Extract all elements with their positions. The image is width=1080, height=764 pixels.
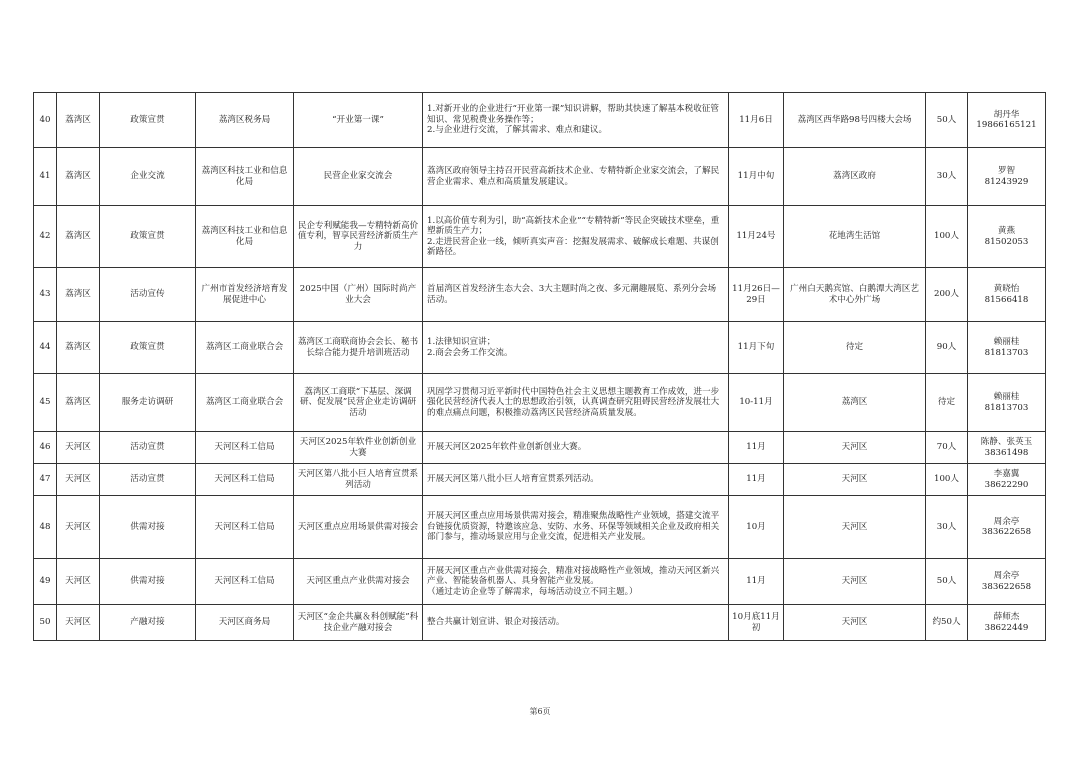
activity-name-cell: 荔湾区工商联商协会会长、秘书长综合能力提升培训班活动	[294, 322, 423, 374]
activity-type-cell: 企业交流	[100, 148, 196, 206]
contact-cell: 赖丽桂 81813703	[968, 374, 1046, 432]
activity-name-cell: 天河区2025年软件业创新创业大赛	[294, 432, 423, 464]
district-cell: 荔湾区	[57, 206, 100, 268]
organizer-cell: 荔湾区工商业联合会	[196, 322, 294, 374]
venue-cell: 荔湾区	[784, 374, 926, 432]
participant-count-cell: 100人	[926, 464, 968, 496]
venue-cell: 天河区	[784, 432, 926, 464]
activity-time-cell: 11月下旬	[729, 322, 784, 374]
activity-time-cell: 11月	[729, 559, 784, 605]
activity-type-cell: 活动宣贯	[100, 464, 196, 496]
organizer-cell: 天河区科工信局	[196, 464, 294, 496]
participant-count-cell: 50人	[926, 93, 968, 148]
district-cell: 荔湾区	[57, 374, 100, 432]
table-row	[34, 148, 1046, 206]
district-cell: 荔湾区	[57, 268, 100, 322]
activity-type-cell: 供需对接	[100, 496, 196, 559]
district-cell: 天河区	[57, 432, 100, 464]
organizer-cell: 荔湾区科技工业和信息化局	[196, 148, 294, 206]
row-number: 41	[34, 148, 57, 206]
table-row	[34, 93, 1046, 148]
activity-content-cell: 荔湾区政府领导主持召开民营高新技术企业、专精特新企业家交流会，了解民营企业需求、难点和高质量发展建议。	[423, 148, 729, 206]
activity-type-cell: 政策宣贯	[100, 322, 196, 374]
table-row	[34, 559, 1046, 605]
activity-time-cell: 11月26日—29日	[729, 268, 784, 322]
activity-time-cell: 11月中旬	[729, 148, 784, 206]
organizer-cell: 天河区商务局	[196, 605, 294, 641]
participant-count-cell: 90人	[926, 322, 968, 374]
activity-type-cell: 产融对接	[100, 605, 196, 641]
row-number: 49	[34, 559, 57, 605]
activity-content-cell: 1.法律知识宣讲； 2.商会会务工作交流。	[423, 322, 729, 374]
activity-name-cell: 2025中国（广州）国际时尚产业大会	[294, 268, 423, 322]
participant-count-cell: 待定	[926, 374, 968, 432]
venue-cell: 荔湾区政府	[784, 148, 926, 206]
row-number: 50	[34, 605, 57, 641]
district-cell: 荔湾区	[57, 148, 100, 206]
activity-content-cell: 整合共赢计划宣讲、银企对接活动。	[423, 605, 729, 641]
row-number: 46	[34, 432, 57, 464]
table-row	[34, 268, 1046, 322]
row-number: 48	[34, 496, 57, 559]
activity-name-cell: 民企专利赋能我—专精特新高价值专利，智享民营经济新质生产力	[294, 206, 423, 268]
contact-cell: 赖丽桂 81813703	[968, 322, 1046, 374]
activity-schedule-table	[33, 92, 1046, 641]
activity-name-cell: 天河区“金企共赢＆科创赋能”科技企业产融对接会	[294, 605, 423, 641]
activity-content-cell: 1.对新开业的企业进行“开业第一课”知识讲解，帮助其快速了解基本税收征管知识、常见税费业务操作等； 2.与企业进行交流，了解其需求、难点和建议。	[423, 93, 729, 148]
venue-cell: 天河区	[784, 605, 926, 641]
table-row	[34, 432, 1046, 464]
contact-cell: 罗智 81243929	[968, 148, 1046, 206]
venue-cell: 天河区	[784, 464, 926, 496]
venue-cell: 广州白天鹅宾馆、白鹅潭大湾区艺术中心外广场	[784, 268, 926, 322]
activity-time-cell: 11月24号	[729, 206, 784, 268]
activity-type-cell: 政策宣贯	[100, 93, 196, 148]
participant-count-cell: 100人	[926, 206, 968, 268]
participant-count-cell: 约50人	[926, 605, 968, 641]
activity-name-cell: 天河区第八批小巨人培育宣贯系列活动	[294, 464, 423, 496]
district-cell: 荔湾区	[57, 322, 100, 374]
row-number: 44	[34, 322, 57, 374]
venue-cell: 待定	[784, 322, 926, 374]
contact-cell: 黄晓怡 81566418	[968, 268, 1046, 322]
row-number: 40	[34, 93, 57, 148]
contact-cell: 黄燕 81502053	[968, 206, 1046, 268]
row-number: 43	[34, 268, 57, 322]
table-row	[34, 322, 1046, 374]
activity-content-cell: 开展天河区2025年软件业创新创业大赛。	[423, 432, 729, 464]
contact-cell: 周余亭 383622658	[968, 496, 1046, 559]
activity-type-cell: 活动宣传	[100, 268, 196, 322]
venue-cell: 花地湾生活馆	[784, 206, 926, 268]
district-cell: 天河区	[57, 559, 100, 605]
district-cell: 荔湾区	[57, 93, 100, 148]
district-cell: 天河区	[57, 605, 100, 641]
table-row	[34, 464, 1046, 496]
participant-count-cell: 30人	[926, 148, 968, 206]
activity-content-cell: 1.以高价值专利为引，助“高新技术企业”“专精特新”等民企突破技术壁垒，重塑新质生产力； 2.走进民营企业一线，倾听真实声音：挖掘发展需求、破解成长难题、共谋创新路径。	[423, 206, 729, 268]
activity-type-cell: 政策宣贯	[100, 206, 196, 268]
row-number: 45	[34, 374, 57, 432]
district-cell: 天河区	[57, 464, 100, 496]
activity-name-cell: 民营企业家交流会	[294, 148, 423, 206]
organizer-cell: 天河区科工信局	[196, 432, 294, 464]
organizer-cell: 广州市首发经济培育发展促进中心	[196, 268, 294, 322]
participant-count-cell: 30人	[926, 496, 968, 559]
activity-content-cell: 巩固学习贯彻习近平新时代中国特色社会主义思想主题教育工作成效，进一步强化民营经济代表人士的思想政治引领，认真调查研究阻碍民营经济发展壮大的难点痛点问题，积极推动荔湾区民营经济高质量发展。	[423, 374, 729, 432]
activity-name-cell: 天河区重点产业供需对接会	[294, 559, 423, 605]
activity-time-cell: 10月	[729, 496, 784, 559]
activity-content-cell: 开展天河区重点产业供需对接会，精准对接战略性产业领域，推动天河区新兴产业、智能装备机器人、具身智能产业发展。 （通过走访企业等了解需求，每场活动设立不同主题。）	[423, 559, 729, 605]
activity-type-cell: 活动宣贯	[100, 432, 196, 464]
page-number: 第6页	[529, 707, 551, 716]
contact-cell: 薛师杰 38622449	[968, 605, 1046, 641]
activity-time-cell: 10月底11月初	[729, 605, 784, 641]
activity-time-cell: 11月6日	[729, 93, 784, 148]
activity-name-cell: 荔湾区工商联“下基层、深调研、促发展”民营企业走访调研活动	[294, 374, 423, 432]
contact-cell: 胡丹华 19866165121	[968, 93, 1046, 148]
activity-name-cell: “开业第一课”	[294, 93, 423, 148]
contact-cell: 周余亭 383622658	[968, 559, 1046, 605]
contact-cell: 陈静、张英玉 38361498	[968, 432, 1046, 464]
activity-name-cell: 天河区重点应用场景供需对接会	[294, 496, 423, 559]
participant-count-cell: 50人	[926, 559, 968, 605]
table-row	[34, 206, 1046, 268]
venue-cell: 荔湾区西华路98号四楼大会场	[784, 93, 926, 148]
district-cell: 天河区	[57, 496, 100, 559]
activity-type-cell: 供需对接	[100, 559, 196, 605]
activity-time-cell: 11月	[729, 432, 784, 464]
organizer-cell: 天河区科工信局	[196, 559, 294, 605]
participant-count-cell: 200人	[926, 268, 968, 322]
activity-time-cell: 11月	[729, 464, 784, 496]
activity-content-cell: 开展天河区重点应用场景供需对接会，精准聚焦战略性产业领域，搭建交流平台链接优质资源，特邀该应急、安防、水务、环保等领域相关企业及政府相关部门参与，推动场景应用与企业交流，促进相关产业发展。	[423, 496, 729, 559]
venue-cell: 天河区	[784, 496, 926, 559]
activity-time-cell: 10-11月	[729, 374, 784, 432]
contact-cell: 李嘉翼 38622290	[968, 464, 1046, 496]
organizer-cell: 荔湾区科技工业和信息化局	[196, 206, 294, 268]
organizer-cell: 天河区科工信局	[196, 496, 294, 559]
participant-count-cell: 70人	[926, 432, 968, 464]
table-row	[34, 605, 1046, 641]
activity-type-cell: 服务走访调研	[100, 374, 196, 432]
organizer-cell: 荔湾区税务局	[196, 93, 294, 148]
table-row	[34, 496, 1046, 559]
activity-content-cell: 开展天河区第八批小巨人培育宣贯系列活动。	[423, 464, 729, 496]
table-row	[34, 374, 1046, 432]
organizer-cell: 荔湾区工商业联合会	[196, 374, 294, 432]
row-number: 47	[34, 464, 57, 496]
row-number: 42	[34, 206, 57, 268]
venue-cell: 天河区	[784, 559, 926, 605]
activity-content-cell: 首届湾区首发经济生态大会、3大主题时尚之夜、多元潮趣展览、系列分会场活动。	[423, 268, 729, 322]
